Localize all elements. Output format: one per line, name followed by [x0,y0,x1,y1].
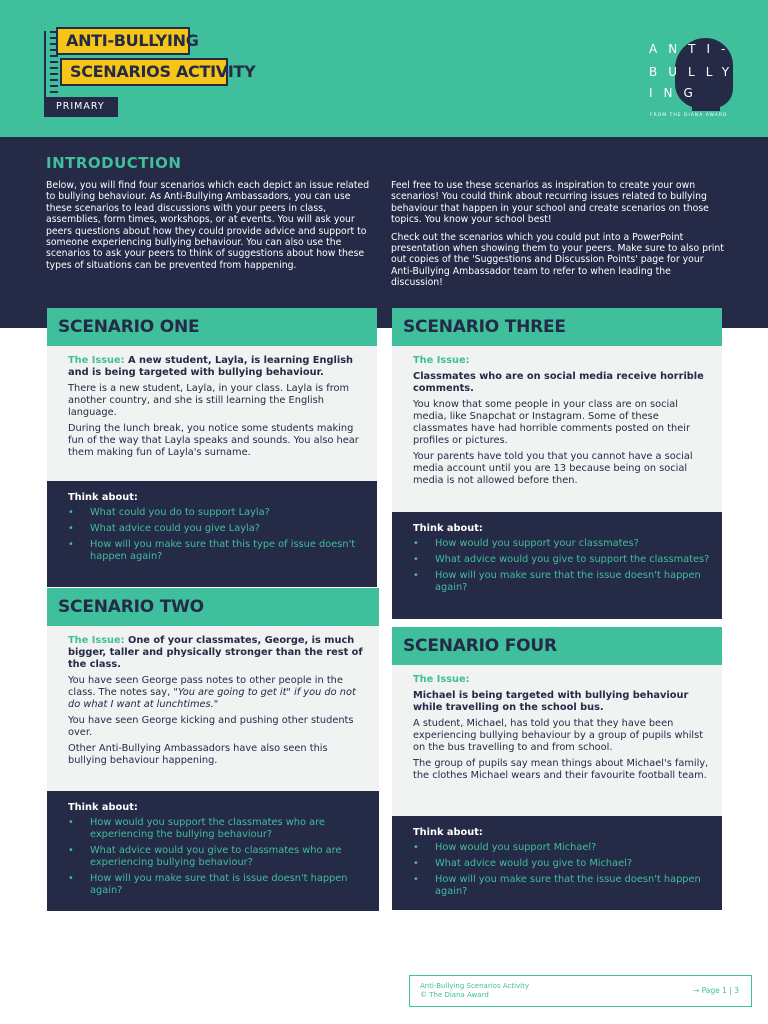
scenario-paragraph: You have seen George kicking and pushing other students over. [68,715,354,738]
scenario-four-title: SCENARIO FOUR [392,627,722,665]
list-item: • What advice would you give to classmates who are experiencing bullying behaviour? [68,845,369,869]
scenario-paragraph: During the lunch break, you notice some students making fun of the way that Layla speaks and sounds. You also hear them making fun of Layla's surname. [68,423,359,458]
scenario-one-title: SCENARIO ONE [47,308,377,346]
scenario-two-title: SCENARIO TWO [47,588,379,626]
page-number: → Page 1 | 3 [692,986,739,995]
think-about-list [413,538,712,594]
issue-text: One of your classmates, George, is much bigger, taller and physically stronger than the rest of the class. [68,635,363,670]
list-item: • What advice would you give to Michael? [413,858,712,870]
think-about-list [68,817,369,897]
list-item: • What advice could you give Layla? [68,523,367,535]
title-line-1: ANTI-BULLYING [56,27,190,55]
intro-left-column [46,180,371,277]
intro-paragraph: Feel free to use these scenarios as inspiration to create your own scenarios! You could think about recurring issues related to bullying behaviour that happen in your school and create scenarios on those topics. You know your school best! [391,180,709,226]
list-item: • How would you support your classmates? [413,538,712,550]
issue-label: The Issue: [413,355,470,366]
issue-statement [413,355,712,367]
issue-statement [68,635,369,671]
logo-line-1: ANTI- [649,42,737,56]
issue-text: Michael is being targeted with bullying behaviour while travelling on the school bus. [413,690,689,713]
scenario-paragraph: Your parents have told you that you cannot have a social media account until you are 13 because being on social media is not allowed before then. [413,451,693,486]
issue-label: The Issue: [413,674,470,685]
issue-statement [68,355,367,379]
scenario-paragraph: You have seen George pass notes to other people in the class. The notes say, "You are going to get it" if you do not do what I want at lunchtimes." [68,675,356,710]
intro-right-column [391,180,724,295]
list-item: • How would you support Michael? [413,842,712,854]
think-about-list [413,842,712,898]
scenario-three-card [392,308,722,619]
list-item: • How would you support the classmates who are experiencing the bullying behaviour? [68,817,369,841]
think-about-box [392,512,722,619]
issue-label: The Issue: [68,635,125,646]
intro-paragraph: Check out the scenarios which you could put into a PowerPoint presentation when showing them to your peers. Make sure to also print out copies of the 'Suggestions and Discussion Points' page for your Anti-Bullying Ambassador team to refer to when leading the discussion! [391,231,724,289]
scenario-paragraph: A student, Michael, has told you that they have been experiencing bullying behaviour by a group of pupils whilst on the bus travelling to and from school. [413,718,704,753]
scenario-three-body [392,346,722,512]
think-about-box [392,816,722,910]
think-about-title: Think about: [68,802,138,813]
scenario-paragraph: Other Anti-Bullying Ambassadors have also seen this bullying behaviour happening. [68,743,328,766]
intro-paragraph: Below, you will find four scenarios which each depict an issue related to bullying behaviour. As Anti-Bullying Ambassadors, you can use these scenarios to lead discussions with your peers in class, assemblies, form times, workshops, or at events. You will ask your peers questions about how they could provide advice and support to someone experiencing bullying behaviour. You can also use the scenarios to ask your peers to think of suggestions about how these types of situations can be prevented from happening. [46,180,370,271]
scenario-paragraph: The group of pupils say mean things about Michael's family, the clothes Michael wears and their favourite football team. [413,758,709,781]
primary-tag: PRIMARY [44,97,118,117]
issue-statement [413,674,712,686]
logo-line-2: BULLY [649,65,741,79]
scenario-four-card [392,627,722,910]
list-item: • What could you do to support Layla? [68,507,367,519]
scenario-two-card [47,588,379,911]
issue-text: A new student, Layla, is learning English and is being targeted with bullying behaviour. [68,355,354,378]
think-about-list [68,507,367,563]
think-about-title: Think about: [68,492,138,503]
issue-label: The Issue: [68,355,125,366]
scenario-two-body [47,626,379,791]
scenario-paragraph: You know that some people in your class are on social media, like Snapchat or Instagram. Some of these classmates have had horrible comments posted on their profiles or pictures. [413,399,690,446]
think-about-title: Think about: [413,523,483,534]
footer-doc-title: Anti-Bullying Scenarios Activity [420,982,529,990]
footer-credits [420,982,529,1000]
header-banner [0,0,768,137]
scenario-one-card [47,308,377,587]
anti-bullying-logo [640,30,750,122]
logo-line-3: ING [649,86,704,100]
scenario-four-body [392,665,722,816]
list-item: • How will you make sure that is issue doesn't happen again? [68,873,369,897]
issue-text: Classmates who are on social media receive horrible comments. [413,371,704,394]
list-item: • How will you make sure that the issue doesn't happen again? [413,570,712,594]
think-about-title: Think about: [413,827,483,838]
list-item: • What advice would you give to support the classmates? [413,554,712,566]
scenario-paragraph: There is a new student, Layla, in your class. Layla is from another country, and she is still learning the English language. [68,383,350,418]
think-about-box [47,791,379,911]
list-item: • How will you make sure that the issue doesn't happen again? [413,874,712,898]
introduction-heading: INTRODUCTION [46,154,182,172]
title-line-2: SCENARIOS ACTIVITY [60,58,228,86]
page-footer [409,975,752,1007]
note-quote: "You are going to get it" if you do not do what I want at lunchtimes." [68,687,356,710]
logo-subtitle: FROM THE DIANA AWARD [650,113,728,118]
introduction-section [0,137,768,328]
list-item: • How will you make sure that this type of issue doesn't happen again? [68,539,367,563]
scenario-three-title: SCENARIO THREE [392,308,722,346]
think-about-box [47,481,377,587]
footer-copyright: © The Diana Award [420,991,489,999]
scenario-one-body [47,346,377,481]
